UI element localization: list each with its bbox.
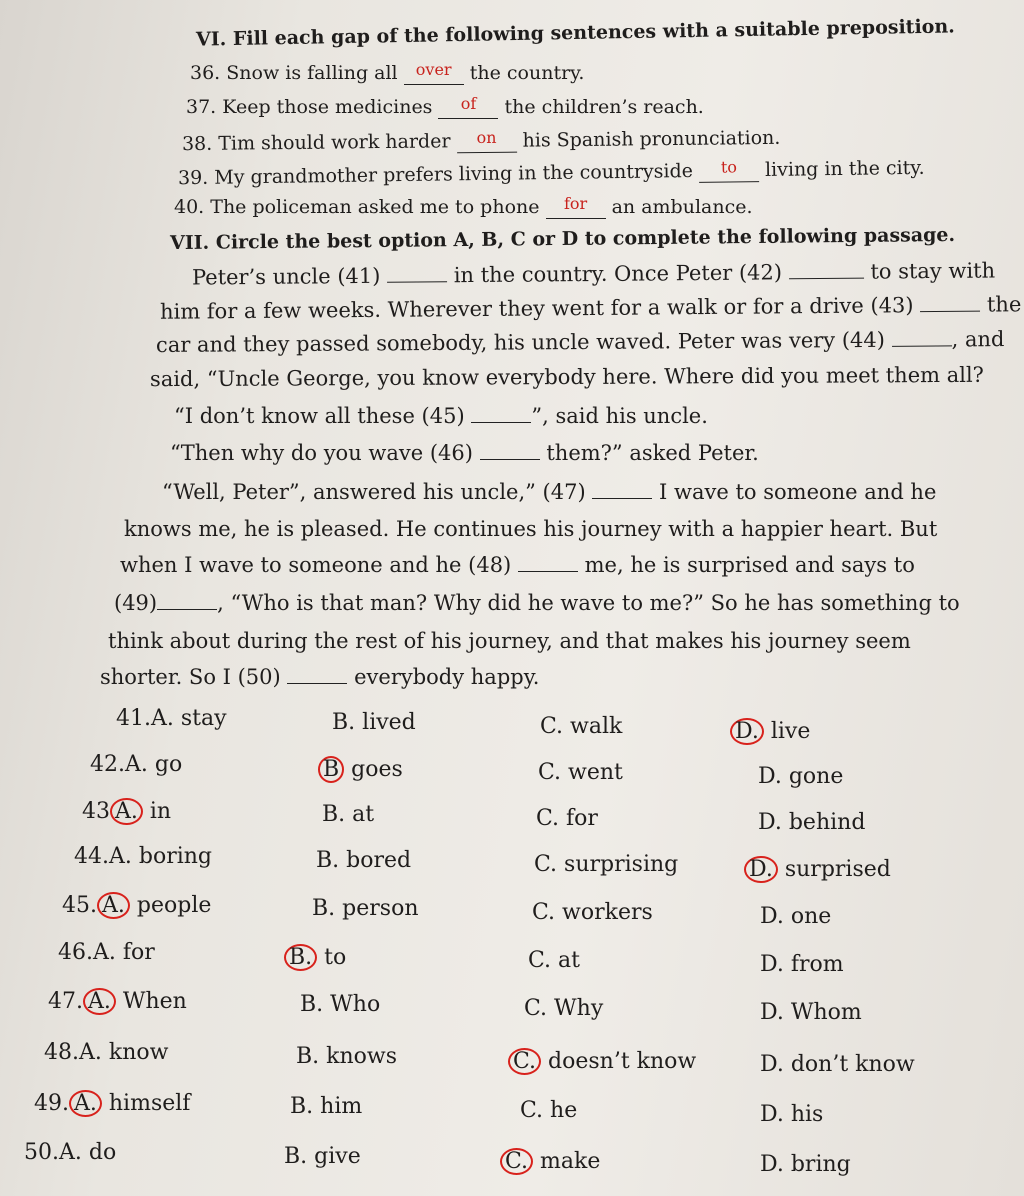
option-text: doesn’t know (541, 1049, 697, 1074)
option-text: person (335, 896, 419, 921)
answer-circle: B. (284, 944, 317, 971)
option-46-d[interactable] (760, 952, 844, 977)
option-44-d[interactable] (744, 856, 891, 883)
option-text: for (115, 940, 155, 965)
option-text: Whom (783, 1000, 862, 1025)
option-48-a[interactable] (44, 1040, 168, 1065)
question-number: 46. (58, 940, 93, 965)
question-number: 45. (62, 893, 97, 918)
question-number: 44. (74, 844, 109, 869)
option-41-b[interactable] (332, 710, 416, 735)
option-text: know (101, 1040, 169, 1065)
option-letter: A. (59, 1140, 82, 1165)
option-42-b[interactable] (318, 756, 403, 783)
option-text: workers (555, 900, 653, 925)
option-text: one (783, 904, 832, 929)
option-text: Who (323, 992, 381, 1017)
option-48-d[interactable] (760, 1052, 915, 1077)
option-letter: D. (758, 810, 782, 835)
option-text: from (783, 952, 844, 977)
question-number: 47. (48, 989, 83, 1014)
blank-50 (287, 683, 347, 684)
blank-44 (892, 345, 952, 346)
option-text: surprised (777, 857, 891, 882)
option-41-a[interactable] (116, 706, 227, 731)
option-text: stay (173, 706, 227, 731)
option-50-d[interactable] (760, 1152, 851, 1177)
question-number: 41. (116, 706, 151, 731)
option-44-a[interactable] (74, 844, 212, 869)
passage-line-7: “Well, Peter”, answered his uncle,” (47) I wave to someone and he (162, 480, 937, 504)
answer-circle: B (318, 756, 344, 783)
blank-43 (920, 311, 980, 313)
answer-circle: A. (69, 1090, 102, 1117)
option-49-c[interactable] (520, 1098, 577, 1123)
option-letter: B. (284, 1144, 308, 1169)
option-letter: D. (760, 952, 784, 977)
option-letter: B. (322, 802, 346, 827)
option-letter: A. (151, 706, 174, 731)
option-45-d[interactable] (760, 904, 831, 929)
option-text: his (783, 1102, 824, 1127)
answer-blank-37: of (438, 96, 498, 119)
answer-blank-40: for (546, 196, 606, 219)
option-text: bring (783, 1152, 851, 1177)
answer-circle: A. (110, 798, 143, 825)
passage-line-1: Peter’s uncle (41) in the country. Once Peter (42) to stay with (191, 258, 996, 290)
option-letter: D. (758, 764, 782, 789)
option-text: lived (355, 710, 416, 735)
option-text: in (142, 799, 172, 824)
blank-41 (387, 281, 447, 283)
option-text: he (543, 1098, 578, 1123)
option-letter: B. (300, 992, 324, 1017)
option-48-c[interactable] (508, 1048, 696, 1075)
answer-blank-38: on (456, 130, 516, 154)
option-text: at (551, 948, 580, 973)
option-48-b[interactable] (296, 1044, 397, 1069)
option-text: live (763, 719, 811, 744)
option-43-b[interactable] (322, 802, 374, 827)
answer-circle: A. (97, 892, 130, 919)
passage-line-5: “I don’t know all these (45) ”, said his uncle. (174, 404, 708, 428)
answer-circle: A. (83, 988, 116, 1015)
answer-blank-36: over (404, 62, 464, 85)
option-letter: B. (312, 896, 336, 921)
option-41-c[interactable] (540, 714, 622, 739)
passage-line-2: him for a few weeks. Wherever they went for a walk or for a drive (43) the (159, 292, 1022, 324)
blank-47 (592, 498, 652, 499)
option-letter: C. (540, 714, 564, 739)
option-letter: D. (760, 1102, 784, 1127)
blank-46 (480, 459, 540, 460)
option-letter: D. (760, 1152, 784, 1177)
question-number: 42. (90, 752, 125, 777)
option-44-b[interactable] (316, 848, 411, 873)
passage-line-9: when I wave to someone and he (48) me, he is surprised and says to (120, 553, 915, 577)
option-text: behind (781, 810, 866, 835)
option-47-d[interactable] (760, 1000, 862, 1025)
option-42-d[interactable] (758, 764, 843, 789)
answer-blank-39: to (699, 159, 759, 183)
option-letter: D. (760, 1052, 784, 1077)
option-50-c[interactable] (500, 1148, 600, 1175)
passage-line-10: (49) , “Who is that man? Why did he wave to me?” So he has something to (114, 591, 960, 615)
option-text: bored (339, 848, 412, 873)
option-letter: B. (296, 1044, 320, 1069)
answer-circle: C. (508, 1048, 541, 1075)
option-46-c[interactable] (528, 948, 580, 973)
option-50-b[interactable] (284, 1144, 361, 1169)
option-43-d[interactable] (758, 810, 865, 835)
option-text: boring (131, 844, 213, 869)
sentence-40: 40. The policeman asked me to phone $^{for}$ an ambulance. (174, 194, 753, 218)
passage-line-11: think about during the rest of his journey, and that makes his journey seem (108, 629, 911, 653)
option-text: went (561, 760, 623, 785)
option-letter: C. (532, 900, 556, 925)
blank-49 (157, 609, 217, 610)
option-45-b[interactable] (312, 896, 419, 921)
answer-circle: D. (730, 718, 764, 745)
passage-line-4: said, “Uncle George, you know everybody here. Where did you meet them all? (149, 362, 984, 392)
option-letter: C. (528, 948, 552, 973)
option-text: Why (547, 996, 604, 1021)
answer-circle: D. (744, 856, 778, 883)
option-letter: B. (290, 1094, 314, 1119)
section7-title: VII. Circle the best option A, B, C or D to complete the following passage. (169, 223, 956, 255)
option-text: knows (319, 1044, 398, 1069)
option-text: for (559, 806, 598, 831)
question-number: 43 (82, 799, 110, 824)
option-50-a[interactable] (24, 1140, 116, 1165)
option-letter: C. (520, 1098, 544, 1123)
question-number: 50. (24, 1140, 59, 1165)
option-45-c[interactable] (532, 900, 653, 925)
option-47-c[interactable] (524, 996, 603, 1021)
option-letter: C. (538, 760, 562, 785)
option-text: surprising (557, 852, 679, 877)
option-letter: C. (534, 852, 558, 877)
option-text: go (147, 752, 183, 777)
option-text: walk (563, 714, 623, 739)
option-text: to (317, 945, 347, 970)
section6-title: VI. Fill each gap of the following sentences with a suitable preposition. (195, 15, 955, 51)
option-46-a[interactable] (58, 940, 155, 965)
passage-line-6: “Then why do you wave (46) them?” asked Peter. (170, 441, 759, 465)
passage-line-8: knows me, he is pleased. He continues his journey with a happier heart. But (124, 517, 938, 541)
option-text: people (129, 893, 212, 918)
option-42-a[interactable] (90, 752, 182, 777)
option-43-c[interactable] (536, 806, 598, 831)
question-number: 48. (44, 1040, 79, 1065)
option-text: make (533, 1149, 601, 1174)
option-47-b[interactable] (300, 992, 380, 1017)
option-text: don’t know (783, 1052, 915, 1077)
option-text: do (81, 1140, 117, 1165)
option-letter: A. (125, 752, 148, 777)
option-letter: B. (332, 710, 356, 735)
passage-line-12: shorter. So I (50) everybody happy. (100, 665, 540, 689)
blank-45 (471, 422, 531, 423)
option-42-c[interactable] (538, 760, 623, 785)
option-49-d[interactable] (760, 1102, 823, 1127)
option-text: give (307, 1144, 361, 1169)
question-number: 49. (34, 1091, 69, 1116)
answer-circle: C. (500, 1148, 533, 1175)
sentence-39: 39. My grandmother prefers living in the countryside $^{to}$ living in the city. (177, 156, 925, 190)
passage-line-3: car and they passed somebody, his uncle waved. Peter was very (44) , and (155, 327, 1005, 357)
option-letter: A. (79, 1040, 102, 1065)
option-letter: B. (316, 848, 340, 873)
option-text: When (115, 989, 187, 1014)
option-44-c[interactable] (534, 852, 678, 877)
option-text: goes (344, 757, 403, 782)
sentence-36: 36. Snow is falling all $^{over}$ the country. (190, 60, 585, 84)
option-letter: C. (524, 996, 548, 1021)
option-45-a[interactable] (62, 892, 211, 919)
blank-42 (789, 278, 864, 280)
sentence-37: 37. Keep those medicines $^{of}$ the children’s reach. (186, 94, 704, 118)
option-text: him (313, 1094, 363, 1119)
option-49-b[interactable] (290, 1094, 362, 1119)
option-49-a[interactable] (34, 1090, 190, 1117)
blank-48 (518, 571, 578, 572)
option-47-a[interactable] (48, 988, 187, 1015)
option-letter: D. (760, 1000, 784, 1025)
option-46-b[interactable] (284, 944, 346, 971)
option-text: himself (101, 1091, 191, 1116)
option-43-a[interactable] (82, 798, 171, 825)
option-letter: A. (93, 940, 116, 965)
option-text: at (345, 802, 375, 827)
option-41-d[interactable] (730, 718, 810, 745)
option-letter: A. (109, 844, 132, 869)
sentence-38: 38. Tim should work harder $^{on}$ his Spanish pronunciation. (181, 126, 781, 156)
option-letter: C. (536, 806, 560, 831)
option-text: gone (781, 764, 844, 789)
option-letter: D. (760, 904, 784, 929)
